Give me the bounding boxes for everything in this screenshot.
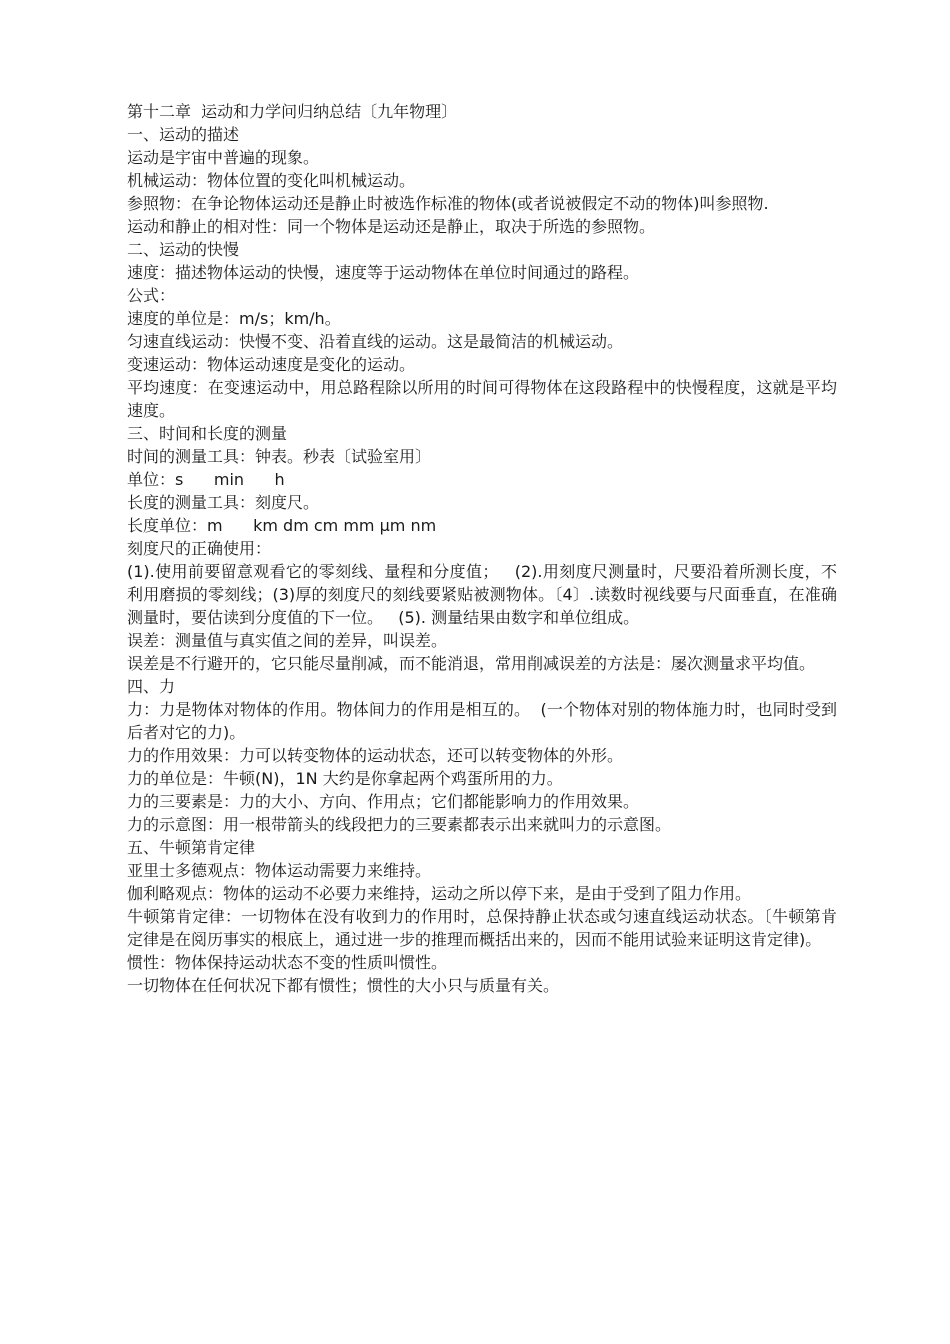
paragraph: 伽利略观点：物体的运动不必要力来维持，运动之所以停下来，是由于受到了阻力作用。 xyxy=(127,884,752,903)
document-title: 第十二章 运动和力学问归纳总结〔九年物理〕 xyxy=(127,102,458,121)
paragraph: 长度单位：m km dm cm mm μm nm xyxy=(127,516,437,535)
paragraph: 力的三要素是：力的大小、方向、作用点；它们都能影响力的作用效果。 xyxy=(127,792,640,811)
paragraph: 运动和静止的相对性：同一个物体是运动还是静止，取决于所选的参照物。 xyxy=(127,217,656,236)
paragraph: 速度的单位是：m/s；km/h。 xyxy=(127,309,341,328)
section-heading: 一、运动的描述 xyxy=(127,125,240,144)
section-force xyxy=(127,675,837,836)
paragraph: 力的作用效果：力可以转变物体的运动状态，还可以转变物体的外形。 xyxy=(127,746,624,765)
paragraph: 牛顿第肯定律：一切物体在没有收到力的作用时，总保持静止状态或匀速直线运动状态。〔牛顿第肯定律是在阅历事实的根底上，通过进一步的推理而概括出来的，因而不能用试验来证明这肯定律)。 xyxy=(127,907,837,949)
section-heading: 三、时间和长度的测量 xyxy=(127,424,288,443)
paragraph: 变速运动：物体运动速度是变化的运动。 xyxy=(127,355,416,374)
paragraph: 参照物：在争论物体运动还是静止时被选作标准的物体(或者说被假定不动的物体)叫参照物. xyxy=(127,194,769,213)
paragraph: 机械运动：物体位置的变化叫机械运动。 xyxy=(127,171,416,190)
paragraph: 亚里士多德观点：物体运动需要力来维持。 xyxy=(127,861,432,880)
paragraph: 力：力是物体对物体的作用。物体间力的作用是相互的。 (一个物体对别的物体施力时，也同时受到后者对它的力)。 xyxy=(127,700,837,742)
paragraph: 速度：描述物体运动的快慢，速度等于运动物体在单位时间通过的路程。 xyxy=(127,263,640,282)
paragraph: 刻度尺的正确使用： xyxy=(127,539,272,558)
paragraph: 一切物体在任何状况下都有惯性；惯性的大小只与质量有关。 xyxy=(127,976,560,995)
paragraph: 力的单位是：牛顿(N)，1N 大约是你拿起两个鸡蛋所用的力。 xyxy=(127,769,563,788)
document-body xyxy=(127,100,837,997)
section-heading: 四、力 xyxy=(127,677,176,696)
section-newtons-first-law xyxy=(127,836,837,997)
paragraph: 误差是不行避开的，它只能尽量削减，而不能消退，常用削减误差的方法是：屡次测量求平均值。 xyxy=(127,654,816,673)
paragraph: 运动是宇宙中普遍的现象。 xyxy=(127,148,320,167)
section-heading: 五、牛顿第肯定律 xyxy=(127,838,256,857)
paragraph: (1).使用前要留意观看它的零刻线、量程和分度值； (2).用刻度尺测量时，尺要沿着所测长度，不利用磨损的零刻线；(3)厚的刻度尺的刻线要紧贴被测物体。〔4〕.读数时视线要与尺面垂直，在准确测量时，要估读到分度值的下一位。 (5). 测量结果由数字和单位组成。 xyxy=(127,562,837,627)
section-motion-description xyxy=(127,123,837,238)
section-motion-speed xyxy=(127,238,837,422)
paragraph: 误差：测量值与真实值之间的差异，叫误差。 xyxy=(127,631,448,650)
paragraph: 平均速度：在变速运动中，用总路程除以所用的时间可得物体在这段路程中的快慢程度，这就是平均速度。 xyxy=(127,378,837,420)
paragraph: 力的示意图：用一根带箭头的线段把力的三要素都表示出来就叫力的示意图。 xyxy=(127,815,672,834)
paragraph: 匀速直线运动：快慢不变、沿着直线的运动。这是最简洁的机械运动。 xyxy=(127,332,624,351)
paragraph: 单位：s min h xyxy=(127,470,285,489)
section-heading: 二、运动的快慢 xyxy=(127,240,240,259)
paragraph: 公式： xyxy=(127,286,176,305)
paragraph: 时间的测量工具：钟表。秒表〔试验室用〕 xyxy=(127,447,432,466)
paragraph: 惯性：物体保持运动状态不变的性质叫惯性。 xyxy=(127,953,448,972)
section-time-length-measurement xyxy=(127,422,837,675)
paragraph: 长度的测量工具：刻度尺。 xyxy=(127,493,320,512)
